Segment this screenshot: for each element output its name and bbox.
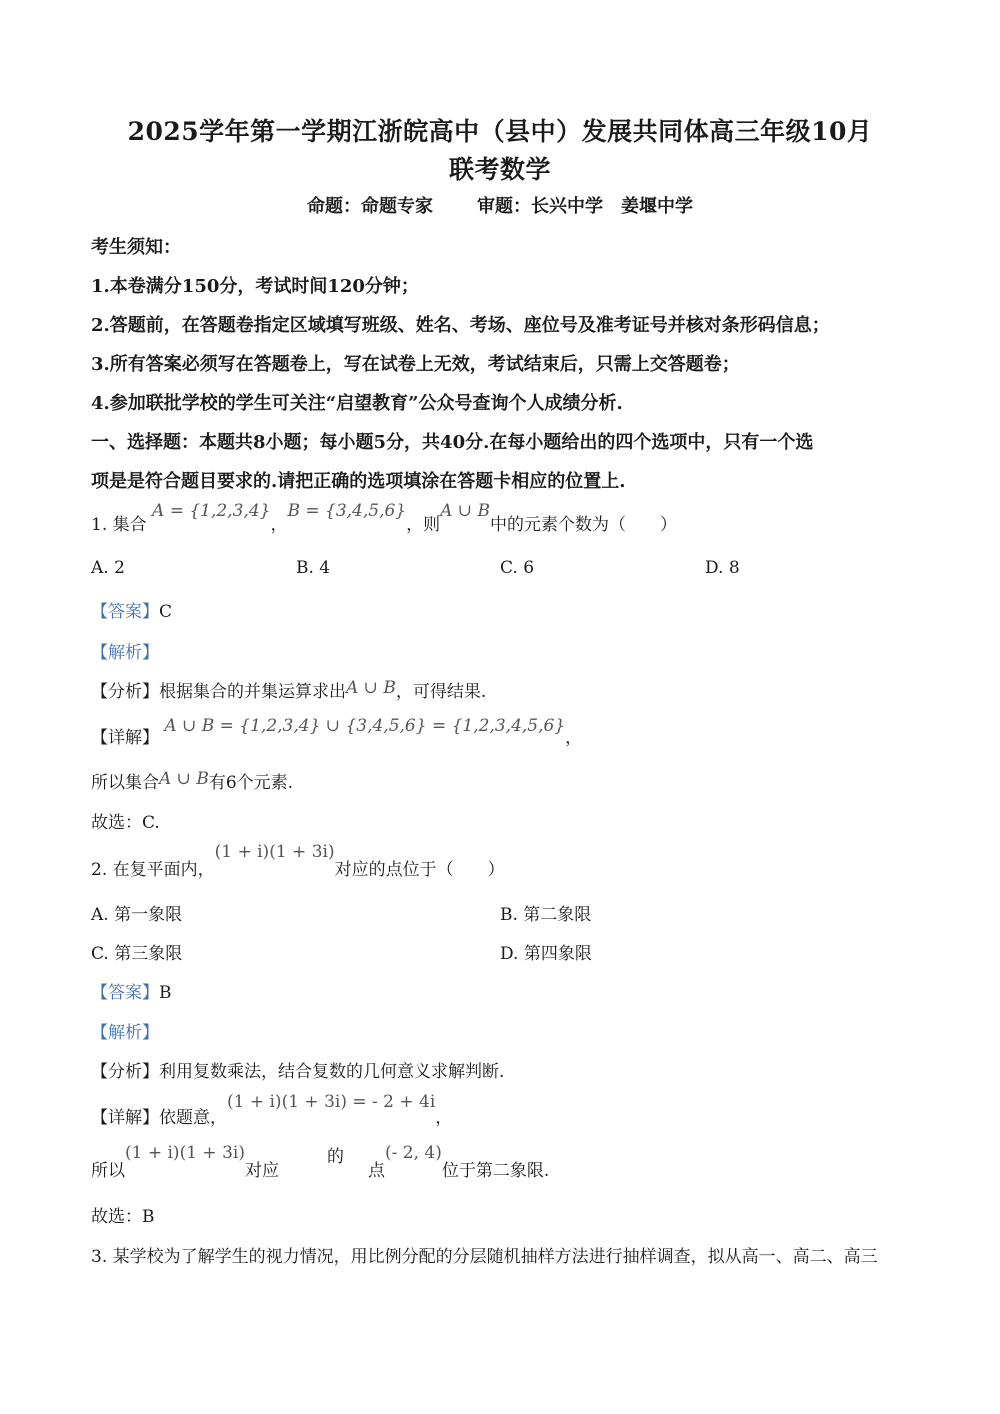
q1-stem: 1. 集合 A = {1,2,3,4}，B = {3,4,5,6}，则A ∪ B中的元素个数为（ ） — [91, 501, 677, 535]
q3-stem: 3. 某学校为了解学生的视力情况，用比例分配的分层随机抽样方法进行抽样调查，拟从高一、高二、高三 — [91, 1247, 878, 1267]
notice-item-2: 2.答题前，在答题卷指定区域填写班级、姓名、考场、座位号及准考证号并核对条形码信息； — [91, 315, 830, 336]
q1-choose: 故选：C. — [91, 813, 160, 833]
q2-stem: 2. 在复平面内，(1 + i)(1 + 3i)对应的点位于（ ） — [91, 842, 505, 880]
q2-detail: 【详解】依题意，(1 + i)(1 + 3i) = - 2 + 4i， — [91, 1092, 453, 1128]
reviewer-label: 审题：长兴中学 姜堰中学 — [477, 196, 693, 217]
q2-option-b: B. 第二象限 — [500, 905, 592, 925]
q2-detail-formula: (1 + i)(1 + 3i) = - 2 + 4i — [227, 1092, 436, 1112]
page-title-line1: 2025学年第一学期江浙皖高中（县中）发展共同体高三年级10月 — [127, 117, 873, 146]
q1-option-d: D. 8 — [705, 558, 740, 578]
q1-option-c: C. 6 — [500, 558, 535, 578]
q1-detail: 【详解】 A ∪ B = {1,2,3,4} ∪ {3,4,5,6} = {1,2,3,4,5,6}， — [91, 716, 583, 748]
section-heading-line1: 一、选择题：本题共8小题；每小题5分，共40分.在每小题给出的四个选项中，只有一个选 — [91, 432, 814, 453]
notice-item-3: 3.所有答案必须写在答题卷上，写在试卷上无效，考试结束后，只需上交答题卷； — [91, 354, 740, 375]
q2-option-d: D. 第四象限 — [500, 944, 592, 964]
q1-option-a: A. 2 — [91, 558, 125, 578]
q1-set-b: B = {3,4,5,6} — [287, 501, 407, 521]
q1-fenxi: 【分析】根据集合的并集运算求出A ∪ B，可得结果. — [91, 678, 487, 702]
q1-conclusion: 所以集合A ∪ B有6个元素. — [91, 769, 294, 793]
notice-heading: 考生须知： — [91, 237, 181, 258]
q1-set-a: A = {1,2,3,4} — [152, 501, 271, 521]
section-heading-line2: 项是是符合题目要求的.请把正确的选项填涂在答题卡相应的位置上. — [91, 471, 626, 492]
q1-answer: 【答案】C — [91, 602, 173, 622]
q2-answer: 【答案】B — [91, 983, 172, 1003]
q2-option-c: C. 第三象限 — [91, 944, 183, 964]
author-line — [0, 192, 1000, 218]
q2-option-a: A. 第一象限 — [91, 905, 183, 925]
notice-item-4: 4.参加联批学校的学生可关注“启望教育”公众号查询个人成绩分析. — [91, 393, 623, 414]
page-title-line2: 联考数学 — [448, 155, 551, 184]
q1-analysis-tag: 【解析】 — [91, 643, 159, 663]
notice-item-1: 1.本卷满分150分，考试时间120分钟； — [91, 276, 419, 297]
answer-tag: 【答案】 — [91, 602, 159, 622]
q2-conclusion: 所以(1 + i)(1 + 3i)对应的点(- 2, 4)位于第二象限. — [91, 1143, 550, 1181]
q1-option-b: B. 4 — [296, 558, 331, 578]
q1-detail-formula: A ∪ B = {1,2,3,4} ∪ {3,4,5,6} = {1,2,3,4,5,6} — [164, 716, 566, 736]
q2-choose: 故选：B — [91, 1207, 155, 1227]
q2-expr: (1 + i)(1 + 3i) — [214, 842, 335, 862]
q2-fenxi: 【分析】利用复数乘法，结合复数的几何意义求解判断. — [91, 1062, 505, 1082]
q1-union: A ∪ B — [440, 501, 490, 521]
author-label: 命题：命题专家 — [307, 196, 433, 217]
q2-analysis-tag: 【解析】 — [91, 1023, 159, 1043]
